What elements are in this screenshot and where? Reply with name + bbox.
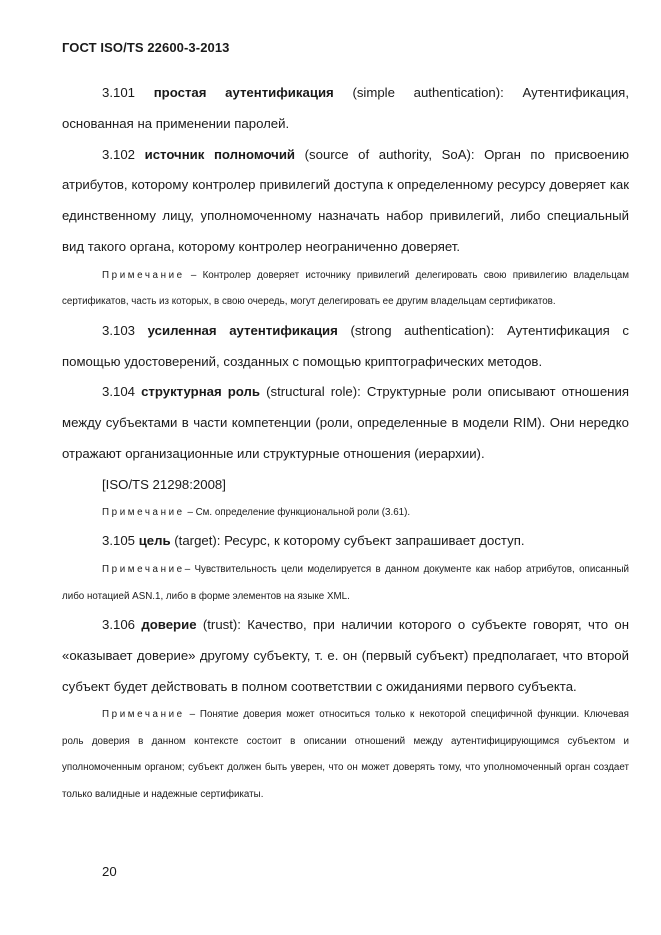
entry-term: цель [138, 533, 171, 549]
note-label: Примечание [102, 506, 185, 518]
entry-number: 3.105 [102, 533, 136, 549]
note-text: – Контролер доверяет источнику привилегий делегировать свою привилегию владельцам сертификатов, часть из которых, в свою очередь, могут делегировать ее другим владельцам сертификатов. [62, 269, 629, 308]
note-label: Примечание [102, 564, 185, 576]
entry-term: простая аутентификация [153, 85, 334, 100]
note-label: Примечание [102, 269, 185, 281]
entry-term: доверие [141, 617, 197, 633]
entry-3-102 [62, 140, 629, 263]
entry-term: структурная роль [141, 384, 261, 400]
entry-definition: (source of authority, SoA): Орган по присвоению атрибутов, которому контролер привилегий доступа к определенному ресурсу доверяет как единственному лицу, уполномоченному назначать набор привилегий, либо специальный вид такого органа, которому контролер неограниченно доверяет. [62, 146, 629, 254]
note-text: – См. определение функциональной роли (3.61). [184, 506, 411, 518]
note-3-102 [62, 263, 629, 316]
entry-3-103 [62, 316, 629, 378]
entry-definition: (target): Ресурс, к которому субъект запрашивает доступ. [170, 533, 525, 549]
entry-number: 3.101 [102, 85, 136, 100]
entry-number: 3.103 [102, 322, 136, 338]
document-body [62, 78, 629, 808]
entry-term: усиленная аутентификация [147, 322, 338, 338]
note-3-106 [62, 702, 629, 808]
entry-3-106 [62, 610, 629, 702]
entry-definition: (trust): Качество, при наличии которого о субъекте говорят, что он «оказывает доверие» другому субъекту, т. е. он (первый субъект) предполагает, что второй субъект будет действовать в полном соответствии с ожиданиями первого субъекта. [62, 617, 629, 694]
entry-definition: (strong authentication): Аутентификация с помощью удостоверений, созданных с помощью криптографических методов. [62, 322, 629, 369]
entry-3-104 [62, 377, 629, 469]
entry-definition: (simple authentication): Аутентификация, основанная на применении паролей. [62, 85, 629, 131]
note-3-104 [62, 500, 629, 527]
note-3-105 [62, 557, 629, 610]
entry-number: 3.104 [102, 384, 136, 400]
note-label: Примечание [102, 709, 185, 721]
note-text: – Чувствительность цели моделируется в данном документе как набор атрибутов, описанный либо нотацией ASN.1, либо в форме элементов на языке XML. [62, 564, 629, 602]
entry-3-101 [62, 78, 629, 140]
entry-number: 3.106 [102, 617, 136, 633]
entry-3-105 [62, 526, 629, 557]
note-text: – Понятие доверия может относиться только к некоторой специфичной функции. Ключевая роль доверия в данном контексте состоит в описании отношений между аутентифицирующимся субъектом и уполномоченным органом; субъект должен быть уверен, что он может доверять тому, что уполномоченный орган создает только валидные и надежные сертификаты. [62, 709, 629, 800]
document-header: ГОСТ ISO/TS 22600-3-2013 [62, 40, 230, 55]
entry-number: 3.102 [102, 146, 136, 162]
page-number: 20 [102, 864, 117, 879]
reference-3-104: [ISO/TS 21298:2008] [102, 476, 226, 492]
entry-term: источник полномочий [144, 146, 296, 162]
entry-definition: (structural role): Структурные роли описывают отношения между субъектами в части компетенции (роли, определенные в модели RIM). Они нередко отражают организационные или структурные отношения (иерархии). [62, 384, 629, 461]
